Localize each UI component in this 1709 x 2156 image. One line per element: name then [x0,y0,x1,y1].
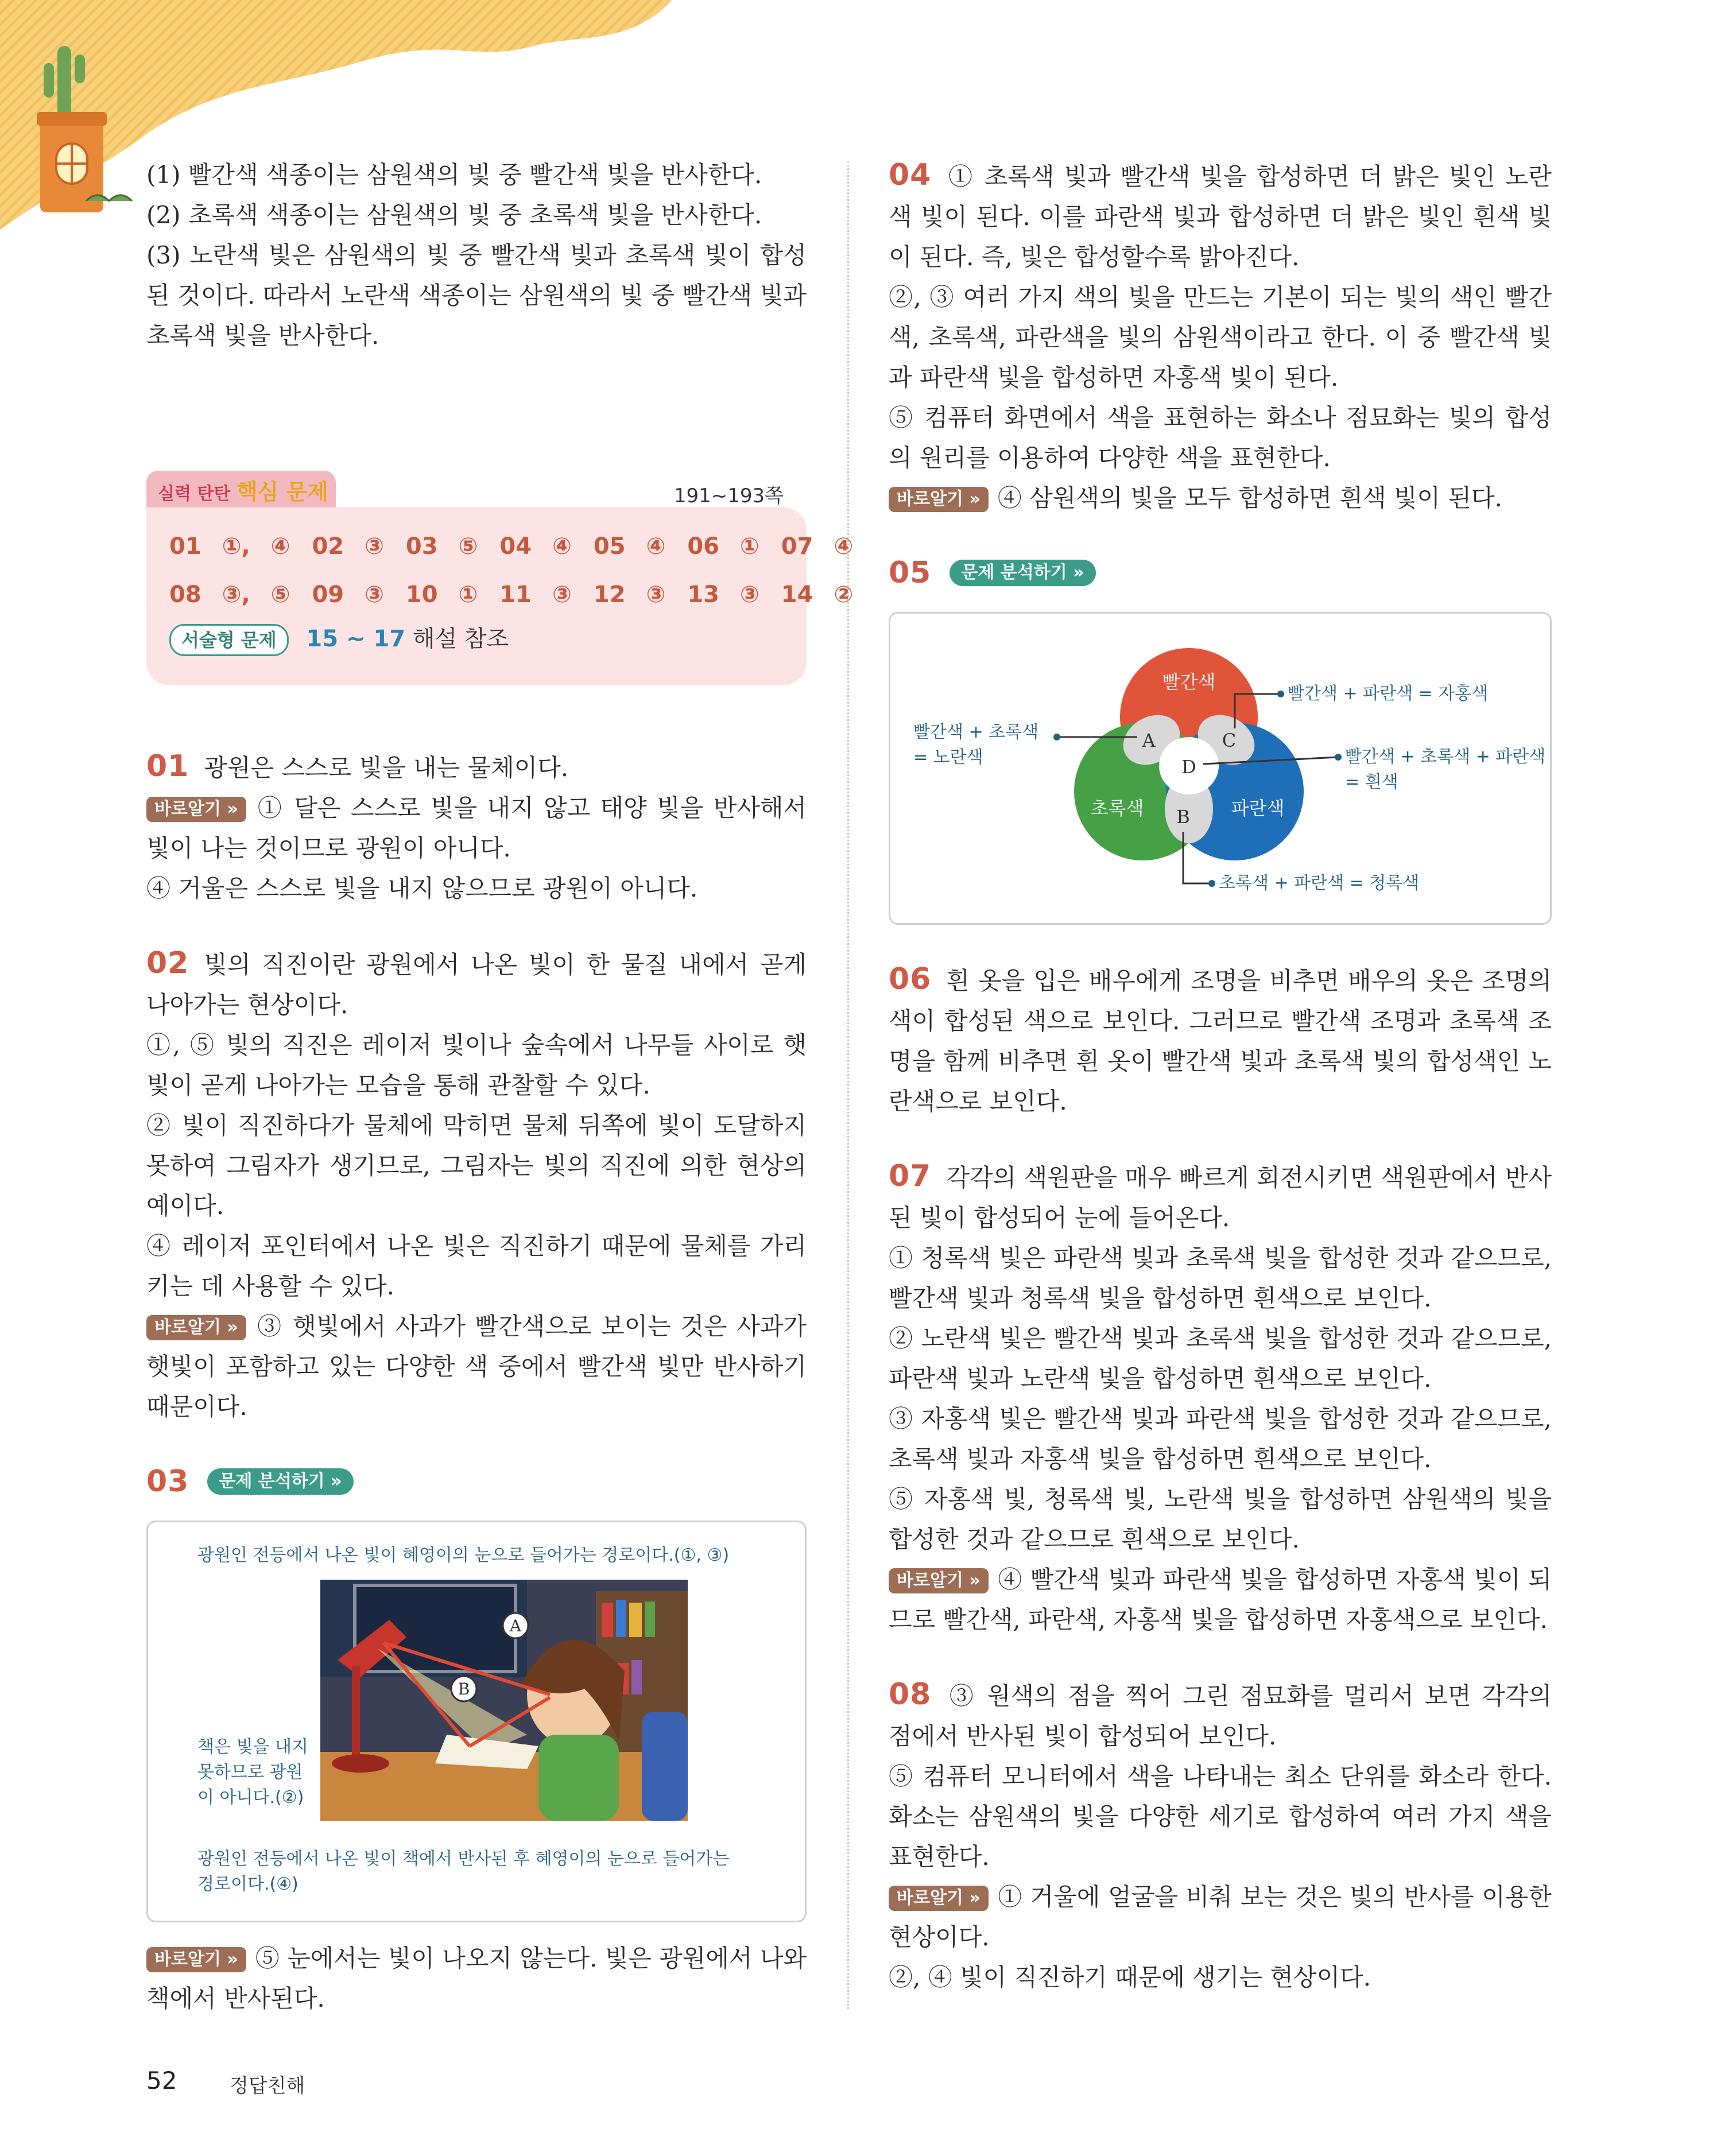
region-c: C [1222,730,1237,751]
q06-main [889,959,1552,1122]
q08-number: 08 [889,1677,932,1712]
question-04 [889,155,1552,518]
q04-line-3: ⑤ 컴퓨터 화면에서 색을 표현하는 화소나 점묘화는 빛의 합성의 원리를 이용하여 다양한 색을 표현한다. [889,404,1552,472]
q07-line-1: ① 청록색 빛은 파란색 빛과 초록색 빛을 합성한 것과 같으므로, 빨간색 빛과 청록색 빛을 합성하면 흰색으로 보인다. [889,1244,1552,1312]
q05-label-a [913,720,1038,770]
q07-main [889,1156,1552,1238]
green-label: 초록색 [1090,797,1144,819]
blue-label: 파란색 [1231,797,1285,819]
q04-line-2: ②, ③ 여러 가지 색의 빛을 만드는 기본이 되는 빛의 색인 빨간색, 초록색, 파란색을 빛의 삼원색이라고 한다. 이 중 빨간색 빛과 파란색 빛을 합성하면 자홍색 빛이 된다. [889,283,1552,391]
q05-figure [889,612,1552,925]
region-a: A [1142,730,1156,751]
answer-box [146,507,854,685]
q04-line-1 [889,155,1552,277]
q02-main [146,943,807,1025]
q05-label-d-line: = 흰색 [1345,772,1398,792]
q05-analysis-tag: 문제 분석하기 » [950,560,1095,586]
question-03 [146,1461,807,2019]
q01-line-2: ④ 거울은 스스로 빛을 내지 않으므로 광원이 아니다. [146,874,698,902]
answer-label-small: 실력 탄탄 [158,484,231,504]
region-d: D [1181,756,1196,778]
q08-text: ③ 원색의 점을 찍어 그린 점묘화를 멀리서 보면 각각의 점에서 반사된 빛이 합성되어 보인다. [889,1682,1552,1750]
q08-correction [889,1877,1552,1957]
q08-text: ① 거울에 얼굴을 비춰 보는 것은 빛의 반사를 이용한 현상이다. [889,1883,1552,1951]
q05-label-c: 빨간색 + 파란색 = 자홍색 [1288,684,1489,704]
q03-fig-top-label: 광원인 전등에서 나온 빛이 혜영이의 눈으로 들어가는 경로이다.(①, ③) [197,1545,730,1565]
answer-row-1 [169,522,854,571]
question-05 [889,553,1552,925]
column-divider [847,161,849,2009]
q02-line-1: ①, ⑤ 빛의 직진은 레이저 빛이나 숲속에서 나무들 사이로 햇빛이 곧게 나아가는 모습을 통해 관찰할 수 있다. [146,1031,807,1099]
q04-text: ① 초록색 빛과 빨간색 빛을 합성하면 더 밝은 빛인 노란색 빛이 된다. 이를 파란색 빛과 합성하면 더 밝은 빛인 흰색 빛이 된다. 즉, 빛은 합성할수록 밝아진다. [889,162,1552,271]
q04-number: 04 [889,158,932,192]
region-b: B [1176,806,1190,828]
answer-item: 01 ①, ④ [169,533,290,560]
question-06 [889,959,1552,1122]
q06-number: 06 [889,962,932,996]
answer-item: 06 ① [687,533,759,560]
answer-label-big: 핵심 문제 [236,479,328,505]
essay-tag: 서술형 문제 [169,624,289,656]
q07-text: 각각의 색원판을 매우 빠르게 회전시키면 색원판에서 반사된 빛이 합성되어 눈에 들어온다. [889,1164,1552,1232]
q03-fig-left-line: 책은 빛을 내지 [197,1737,308,1757]
q04-text: ④ 삼원색의 빛을 모두 합성하면 흰색 빛이 된다. [997,484,1502,512]
essay-text: 해설 참조 [412,626,509,652]
q07-number: 07 [889,1159,932,1193]
q02-correction-tag: 바로알기 » [146,1315,246,1340]
q03-analysis-tag: 문제 분석하기 » [207,1468,353,1495]
q03-correction [146,1938,807,2019]
q03-correction-tag: 바로알기 » [146,1947,246,1972]
q02-line-3: ④ 레이저 포인터에서 나온 빛은 직진하기 때문에 물체를 가리키는 데 사용할 수 있다. [146,1232,807,1300]
answer-item: 05 ④ [593,533,666,560]
question-02 [146,943,807,1427]
q02-line-2: ② 빛이 직진하다가 물체에 막히면 물체 뒤쪽에 빛이 도달하지 못하여 그림자가 생기므로, 그림자는 빛의 직진에 의한 현상의 예이다. [146,1111,807,1220]
q08-last-line: ②, ④ 빛이 직진하기 때문에 생기는 현상이다. [889,1963,1371,1991]
question-08 [889,1674,1552,1998]
q08-correction-tag: 바로알기 » [889,1886,989,1911]
q01-main [146,746,807,788]
question-07 [889,1156,1552,1640]
answer-item: 04 ④ [499,533,572,560]
q01-number: 01 [146,749,189,784]
answer-item: 11 ③ [499,581,572,608]
q05-label-d-line: 빨간색 + 초록색 + 파란색 [1345,747,1546,767]
answer-row-2 [169,571,854,619]
q03-fig-bottom-line: 경로이다.(④) [197,1874,299,1894]
answer-item: 14 ② [781,581,854,608]
q02-text: ③ 햇빛에서 사과가 빨간색으로 보이는 것은 사과가 햇빛이 포함하고 있는 다양한 색 중에서 빨간색 빛만 반사하기 때문이다. [146,1312,807,1421]
q04-correction [889,478,1552,518]
answer-item: 03 ⑤ [405,533,478,560]
q03-label-a: A [509,1616,522,1635]
q04-correction-tag: 바로알기 » [889,487,989,512]
q03-illustration [320,1580,688,1821]
q05-label-d [1345,744,1545,795]
q01-text: ① 달은 스스로 빛을 내지 않고 태양 빛을 반사해서 빛이 나는 것이므로 광원이 아니다. [146,794,807,862]
q07-line-3: ③ 자홍색 빛은 빨간색 빛과 파란색 빛을 합성한 것과 같으므로, 초록색 빛과 자홍색 빛을 합성하면 흰색으로 보인다. [889,1405,1552,1473]
q07-correction [889,1560,1552,1640]
q03-fig-bottom-line: 광원인 전등에서 나온 빛이 책에서 반사된 후 혜영이의 눈으로 들어가는 [197,1849,730,1869]
answer-item: 13 ③ [687,581,759,608]
q02-correction [146,1306,807,1427]
page-number: 52 [146,2066,177,2095]
q03-fig-left-label [197,1735,308,1810]
q06-text: 흰 옷을 입은 배우에게 조명을 비추면 배우의 옷은 조명의 색이 합성된 색으로 보인다. 그러므로 빨간색 조명과 초록색 조명을 함께 비추면 흰 옷이 빨간색 빛과 초록색 빛의 합성색인 노란색으로 보인다. [889,967,1552,1115]
q08-line-1: ⑤ 컴퓨터 모니터에서 색을 나타내는 최소 단위를 화소라 한다. 화소는 삼원색의 빛을 다양한 세기로 합성하여 여러 가지 색을 표현한다. [889,1762,1552,1871]
q03-label-b: B [458,1680,470,1699]
q05-label-a-line: = 노란색 [913,747,983,767]
q03-heading [146,1461,807,1503]
intro-block [146,155,807,356]
answer-item: 12 ③ [593,581,666,608]
left-column [146,155,854,2019]
q05-number: 05 [889,556,932,590]
intro-line-3: (3) 노란색 빛은 삼원색의 빛 중 빨간색 빛과 초록색 빛이 합성된 것이다. 따라서 노란색 색종이는 삼원색의 빛 중 빨간색 빛과 초록색 빛을 반사한다. [146,241,807,350]
q01-line-1 [146,788,807,868]
q03-fig-left-line: 이 아니다.(②) [197,1787,304,1808]
q03-figure [146,1521,807,1922]
q07-line-4: ⑤ 자홍색 빛, 청록색 빛, 노란색 빛을 합성하면 삼원색의 빛을 합성한 것과 같으므로 흰색으로 보인다. [889,1485,1552,1553]
answer-item: 02 ③ [312,533,384,560]
intro-line-2: (2) 초록색 색종이는 삼원색의 빛 중 초록색 빛을 반사한다. [146,201,762,229]
q02-number: 02 [146,946,189,980]
q05-label-b: 초록색 + 파란색 = 청록색 [1219,873,1420,893]
right-column [889,155,1552,1998]
q02-text: 빛의 직진이란 광원에서 나온 빛이 한 물질 내에서 곧게 나아가는 현상이다. [146,951,807,1019]
page-label: 정답친해 [230,2074,305,2097]
answer-summary [146,471,854,700]
q03-fig-left-line: 못하므로 광원 [197,1762,303,1782]
q08-main [889,1674,1552,1756]
q07-text: ④ 빨간색 빛과 파란색 빛을 합성하면 자홍색 빛이 되므로 빨간색, 파란색, 자홍색 빛을 합성하면 자홍색으로 보인다. [889,1565,1552,1634]
q03-number: 03 [146,1464,189,1499]
q01-text: 광원은 스스로 빛을 내는 물체이다. [204,754,569,782]
answer-item: 07 ④ [781,533,854,560]
q05-heading [889,553,1552,595]
answer-item: 08 ③, ⑤ [169,581,290,608]
q07-line-2: ② 노란색 빛은 빨간색 빛과 초록색 빛을 합성한 것과 같으므로, 파란색 빛과 노란색 빛을 합성하면 흰색으로 보인다. [889,1324,1552,1393]
intro-line-1: (1) 빨간색 색종이는 삼원색의 빛 중 빨간색 빛을 반사한다. [146,161,762,189]
answer-label [146,471,336,513]
essay-numbers: 15 ~ 17 [306,626,406,652]
answer-item: 09 ③ [312,581,384,608]
answer-item: 10 ① [405,581,478,608]
question-01 [146,746,807,909]
q05-label-a-line: 빨간색 + 초록색 [913,722,1039,742]
q03-fig-bottom-label [197,1847,729,1897]
answer-pages: 191~193쪽 [673,484,784,507]
essay-row [169,619,784,659]
q01-correction-tag: 바로알기 » [146,797,246,822]
q03-text: ⑤ 눈에서는 빛이 나오지 않는다. 빛은 광원에서 나와 책에서 반사된다. [146,1944,807,2012]
red-label: 빨간색 [1162,671,1216,693]
q07-correction-tag: 바로알기 » [889,1568,989,1593]
